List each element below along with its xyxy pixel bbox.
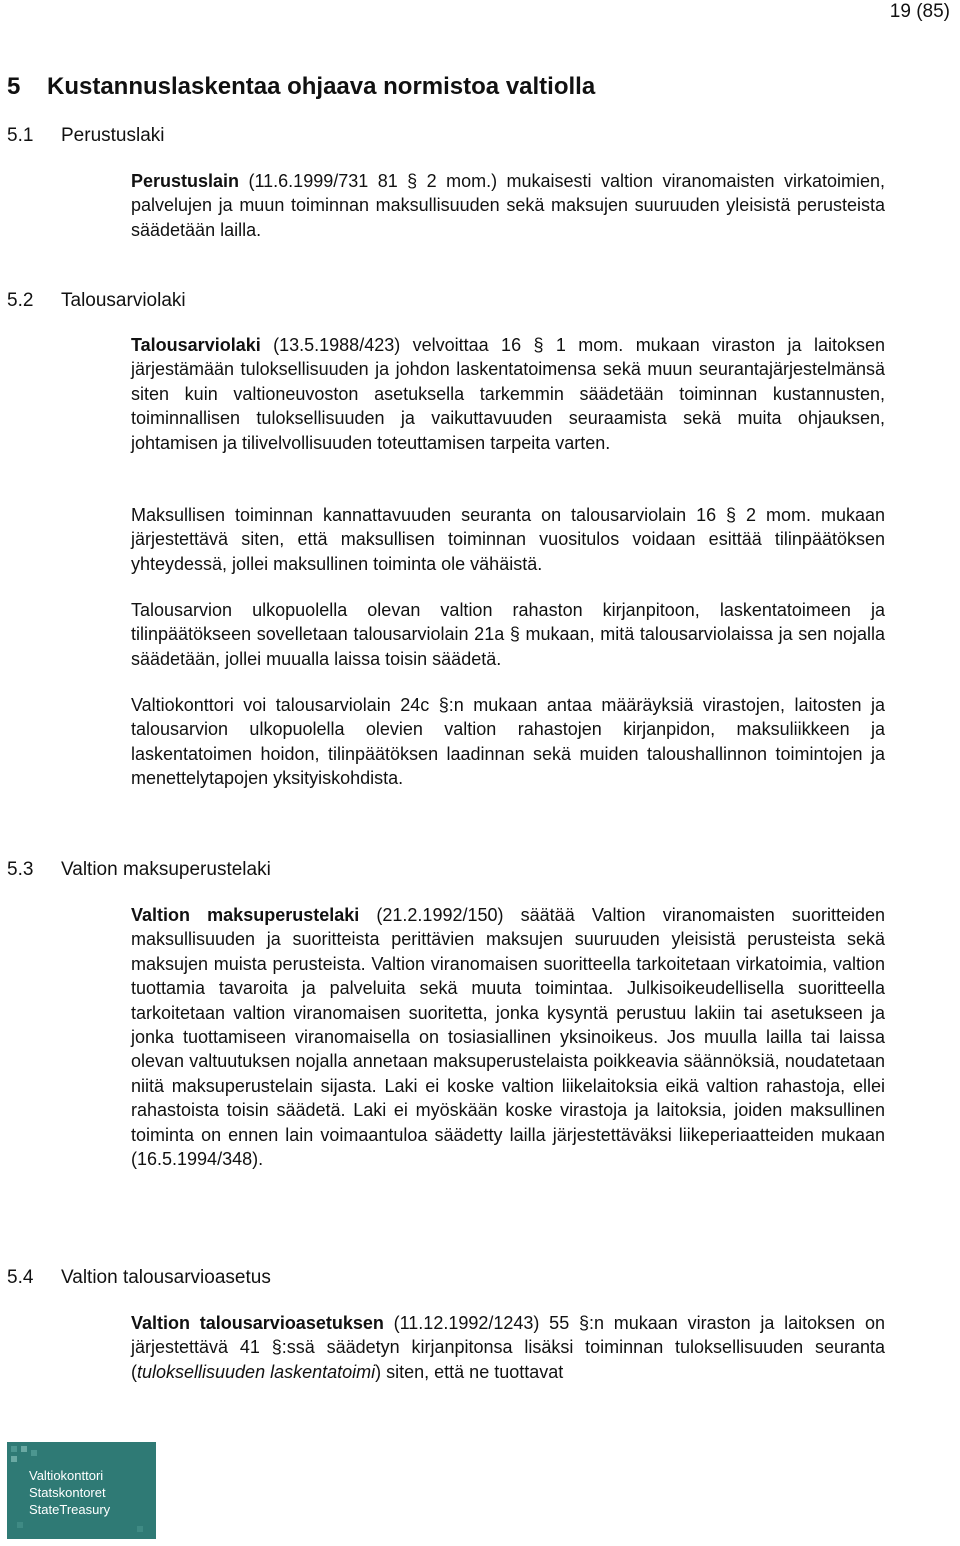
logo-square [31, 1450, 37, 1456]
law-name: Valtion maksuperustelaki [131, 905, 360, 925]
section-heading-5-1 [7, 124, 165, 148]
section-heading-5-2 [7, 289, 186, 313]
section-number: 5.1 [7, 125, 34, 146]
page-number: 19 (85) [889, 1, 950, 22]
logo-square [21, 1446, 27, 1452]
section-title: Talousarviolaki [61, 290, 186, 311]
paragraph-text: (13.5.1988/423) velvoittaa 16 § 1 mom. mukaan viraston ja laitoksen järjestämään tuloksellisuuden ja johdon laskentatoimensa sekä muun seurantajärjestelmänsä siten kuin valtioneuvoston asetuksella tarkemmin säädetään toiminnan kustannusten, toiminnallisen tuloksellisuuden ja vaikuttavuuden seuraamista sekä muita ohjauksen, johtamisen ja tilivelvollisuuden toteuttamisen tarpeita varten. [131, 335, 885, 453]
law-name: Perustuslain [131, 171, 240, 191]
chapter-title: Kustannuslaskentaa ohjaava normistoa valtiolla [47, 73, 596, 100]
law-name: Valtion talousarvioasetuksen [131, 1313, 384, 1333]
logo-text [29, 1467, 110, 1518]
paragraph-talousarviolaki-2: Maksullisen toiminnan kannattavuuden seuranta on talousarviolain 16 § 2 mom. mukaan järjestettävä siten, että maksullisen toiminnan vuositulos voidaan esittää tilinpäätöksen yhteydessä, jollei maksullinen toiminta ole vähäistä. [131, 505, 885, 574]
paragraph-text: (11.12.1992/1243) 55 §:n mukaan viraston ja laitoksen on järjestettävä 41 §:ssä säädetyn kirjanpitonsa lisäksi toiminnan tuloksellisuuden seuranta ( [131, 1313, 885, 1382]
section-heading-5-3 [7, 858, 271, 882]
section-title: Perustuslaki [61, 125, 165, 146]
section-number: 5.4 [7, 1267, 34, 1288]
logo-square [11, 1446, 17, 1452]
section-heading-5-4 [7, 1266, 271, 1290]
section-number: 5.2 [7, 290, 34, 311]
section-title: Valtion talousarvioasetus [61, 1267, 271, 1288]
paragraph-talousarviolaki-3: Talousarvion ulkopuolella olevan valtion rahaston kirjanpitoon, laskentatoimeen ja tilinpäätökseen sovelletaan talousarviolain 21a § mukaan, mitä talousarviolaissa ja sen nojalla säädetään, jollei muualla laissa toisin säädetä. [131, 600, 885, 669]
valtiokonttori-logo [7, 1442, 156, 1539]
paragraph-talousarviolaki-1 [131, 333, 885, 455]
logo-line-3: StateTreasury [29, 1502, 111, 1517]
paragraph-text: (21.2.1992/150) säätää Valtion viranomaisten suoritteiden maksullisuuden ja suoritteista perittävien maksujen suuruuden yleisistä perusteista sekä maksujen muista perusteista. Valtion viranomaisen suoritteella tarkoitetaan virkatoimia, valtion tuottamia tavaroita ja palveluita sekä muuta toimintaa. Julkisoikeudellisella suoritteella tarkoitetaan valtion viranomaisen suoritetta, jonka kysyntä perustuu lakiin tai asetukseen ja jonka tuottamiseen viranomaisella on tosiasiallinen yksinoikeus. Jos muulla lailla tai laissa olevan valtuutuksen nojalla annetaan maksuperustelaista poikkeavia säännöksiä, noudatetaan niitä maksuperustelain sijasta. Laki ei koske valtion liikelaitoksia eikä valtion rahastoja, ellei rahastoista toisin säädetä. Laki ei myöskään koske virastoja ja laitoksia, joiden maksullinen toiminta on ennen lain voimaantuloa säädetty lailla järjestettäväksi liikeperiaatteiden mukaan (16.5.1994/348). [131, 905, 885, 1170]
italic-term: tuloksellisuuden laskentatoimi [137, 1361, 376, 1382]
logo-square [11, 1456, 17, 1462]
logo-line-1: Valtiokonttori [29, 1468, 104, 1483]
logo-square [137, 1526, 143, 1532]
paragraph-talousarviolaki-4: Valtiokonttori voi talousarviolain 24c §:n mukaan antaa määräyksiä virastojen, laitosten ja talousarvion ulkopuolella olevien valtion rahastojen kirjanpidon, maksuliikkeen ja laskentatoimen hoidon, tilinpäätöksen laadinnan sekä muiden taloushallinnon toimintojen ja menettelytapojen yksityiskohdista. [131, 695, 885, 789]
section-number: 5.3 [7, 859, 34, 880]
logo-square [17, 1522, 23, 1528]
paragraph-talousarvioasetus [131, 1311, 885, 1384]
chapter-heading [7, 72, 595, 102]
paragraph-perustuslaki [131, 169, 885, 242]
paragraph-text: (11.6.1999/731 81 § 2 mom.) mukaisesti valtion viranomaisten virkatoimien, palvelujen ja muun toiminnan maksullisuuden sekä maksujen suuruuden yleisistä perusteista säädetään lailla. [131, 171, 885, 240]
section-title: Valtion maksuperustelaki [61, 859, 271, 880]
paragraph-text-end: ) siten, että ne tuottavat [375, 1361, 564, 1382]
logo-line-2: Statskontoret [29, 1485, 106, 1500]
paragraph-maksuperustelaki [131, 903, 885, 1171]
law-name: Talousarviolaki [131, 335, 261, 355]
chapter-number: 5 [7, 73, 21, 100]
